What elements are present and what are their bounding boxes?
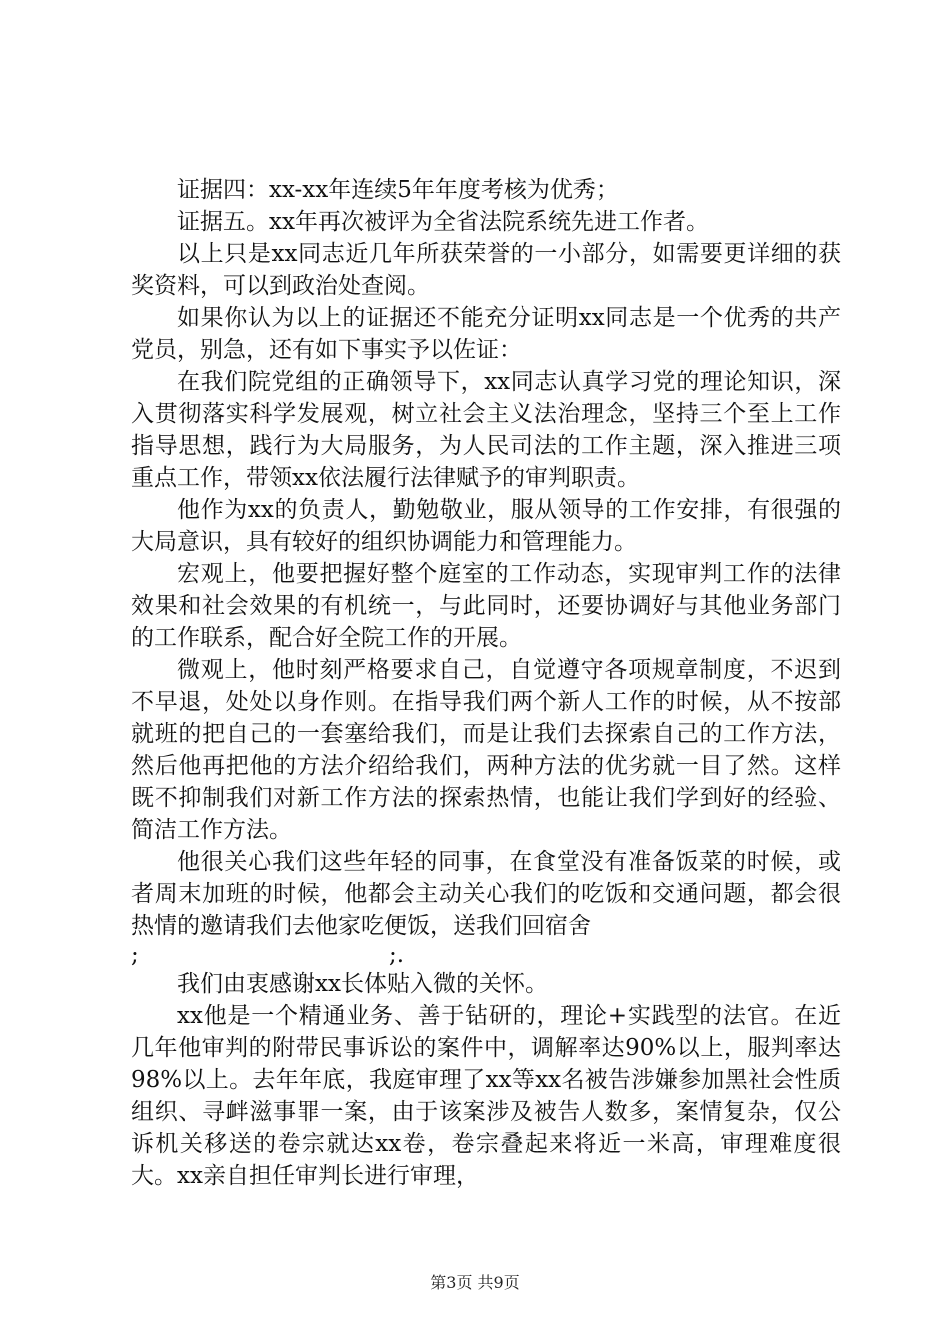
paragraph: 他作为xx的负责人，勤勉敬业，服从领导的工作安排，有很强的大局意识，具有较好的组织协调能力和管理能力。	[131, 497, 841, 555]
paragraph: 宏观上，他要把握好整个庭室的工作动态，实现审判工作的法律效果和社会效果的有机统一，与此同时，还要协调好与其他业务部门的工作联系，配合好全院工作的开展。	[131, 561, 841, 651]
paragraph: 证据五。xx年再次被评为全省法院系统先进工作者。	[177, 209, 709, 235]
semicolon-right: ;.	[389, 942, 405, 968]
page-number-footer: 第3页 共9页	[430, 1273, 520, 1292]
paragraph: 在我们院党组的正确领导下，xx同志认真学习党的理论知识，深入贯彻落实科学发展观，树立社会主义法治理念，坚持三个至上工作指导思想，践行为大局服务，为人民司法的工作主题，深入推进三项重点工作，带领xx依法履行法律赋予的审判职责。	[131, 369, 841, 491]
stray-punctuation-line	[131, 942, 841, 968]
document-body	[131, 174, 841, 1192]
paragraph: 我们由衷感谢xx长体贴入微的关怀。	[177, 971, 548, 997]
paragraph: xx他是一个精通业务、善于钻研的，理论+实践型的法官。在近几年他审判的附带民事诉讼的案件中，调解率达90%以上，服判率达98%以上。去年年底，我庭审理了xx等xx名被告涉嫌参加黑社会性质组织、寻衅滋事罪一案，由于该案涉及被告人数多，案情复杂，仅公诉机关移送的卷宗就达xx卷，卷宗叠起来将近一米高，审理难度很大。xx亲自担任审判长进行审理，	[131, 1003, 841, 1189]
paragraph: 证据四：xx-xx年连续5年年度考核为优秀；	[177, 177, 619, 203]
semicolon-left: ;	[131, 942, 139, 968]
paragraph: 以上只是xx同志近几年所获荣誉的一小部分，如需要更详细的获奖资料，可以到政治处查阅。	[131, 241, 841, 299]
paragraph: 如果你认为以上的证据还不能充分证明xx同志是一个优秀的共产党员，别急，还有如下事实予以佐证：	[131, 305, 841, 363]
paragraph: 微观上，他时刻严格要求自己，自觉遵守各项规章制度，不迟到不早退，处处以身作则。在指导我们两个新人工作的时候，从不按部就班的把自己的一套塞给我们，而是让我们去探索自己的工作方法，然后他再把他的方法介绍给我们，两种方法的优劣就一目了然。这样既不抑制我们对新工作方法的探索热情，也能让我们学到好的经验、简洁工作方法。	[131, 657, 841, 843]
paragraph: 他很关心我们这些年轻的同事，在食堂没有准备饭菜的时候，或者周末加班的时候，他都会主动关心我们的吃饭和交通问题，都会很热情的邀请我们去他家吃便饭，送我们回宿舍	[131, 849, 841, 939]
